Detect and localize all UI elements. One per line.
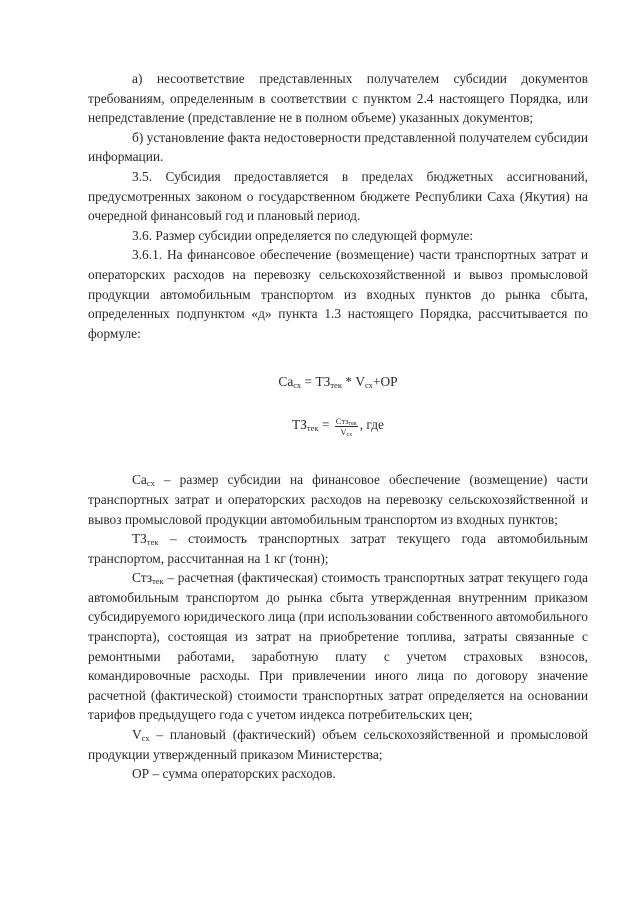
document-body [88,69,588,784]
formula-transport-cost: $ТЗ_{тек}$ = $\frac{Стз_{тек}}{V_{сх}}$ , где [292,415,384,438]
fraction-denominator: $V_{сх}$ [340,426,353,438]
definition-ca: $Са_{сх}$ – размер субсидии на финансовое обеспечение (возмещение) части транспортных затрат и операторских расходов на перевозку сельскохозяйственной и вывоз промысловой продукции автомобильным транспортом из входных пунктов; [88,472,588,527]
definition-op: ОР – сумма операторских расходов. [132,766,336,782]
formula-subsidy: $Са_{сх} = ТЗ_{тек} * V_{сх}+ОР$ [278,374,398,391]
definitions-list [88,470,588,784]
definition-tz: $ТЗ_{тек}$ – стоимость транспортных затрат текущего года автомобильным транспортом, рассчитанная на 1 кг (тонн); [88,531,588,566]
definition-v: $V_{сх}$ – плановый (фактический) объем сельскохозяйственной и промысловой продукции утвержденный приказом Министерства; [88,727,588,762]
fraction [335,416,358,437]
paragraph-a: а) несоответствие представленных получателем субсидии документов требованиям, определенным в соответствии с пунктом 2.4 настоящего Порядка, или непредставление (представление не в полном объеме) указанных документов; [88,71,588,126]
paragraph-b: б) установление факта недостоверности представленной получателем субсидии информации. [88,129,588,165]
definition-stz: Стз$_{тек}$ – расчетная (фактическая) стоимость транспортных затрат текущего года автомобильным транспортом до рынка сбыта утвержденная внутренним приказом субсидируемого юридического лица (при использовании собственного автомобильного транспорта), состоящая из затрат на приобретение топлива, затраты связанные с ремонтными работами, заработную плату с учетом страховых взносов, командировочные расходы. При привлечении иного лица по договору значение расчетной (фактической) стоимости транспортных затрат определяется на основании тарифов предыдущего года с учетом индекса потребительских цен; [88,570,588,723]
paragraph-3-5: 3.5. Субсидия предоставляется в пределах бюджетных ассигнований, предусмотренных законом о государственном бюджете Республики Саха (Якутия) на очередной финансовый год и плановый период. [88,168,588,224]
fraction-numerator: Стз$_{тек}$ [335,415,357,427]
paragraph-3-6-1: 3.6.1. На финансовое обеспечение (возмещение) части транспортных затрат и операторских расходов на перевозку сельскохозяйственной и вывоз промысловой продукции автомобильным транспортом из входных пунктов до рынка сбыта, определенных подпунктом «д» пункта 1.3 настоящего Порядка, рассчитывается по формуле: [88,247,588,341]
paragraph-3-6: 3.6. Размер субсидии определяется по следующей формуле: [132,227,474,243]
